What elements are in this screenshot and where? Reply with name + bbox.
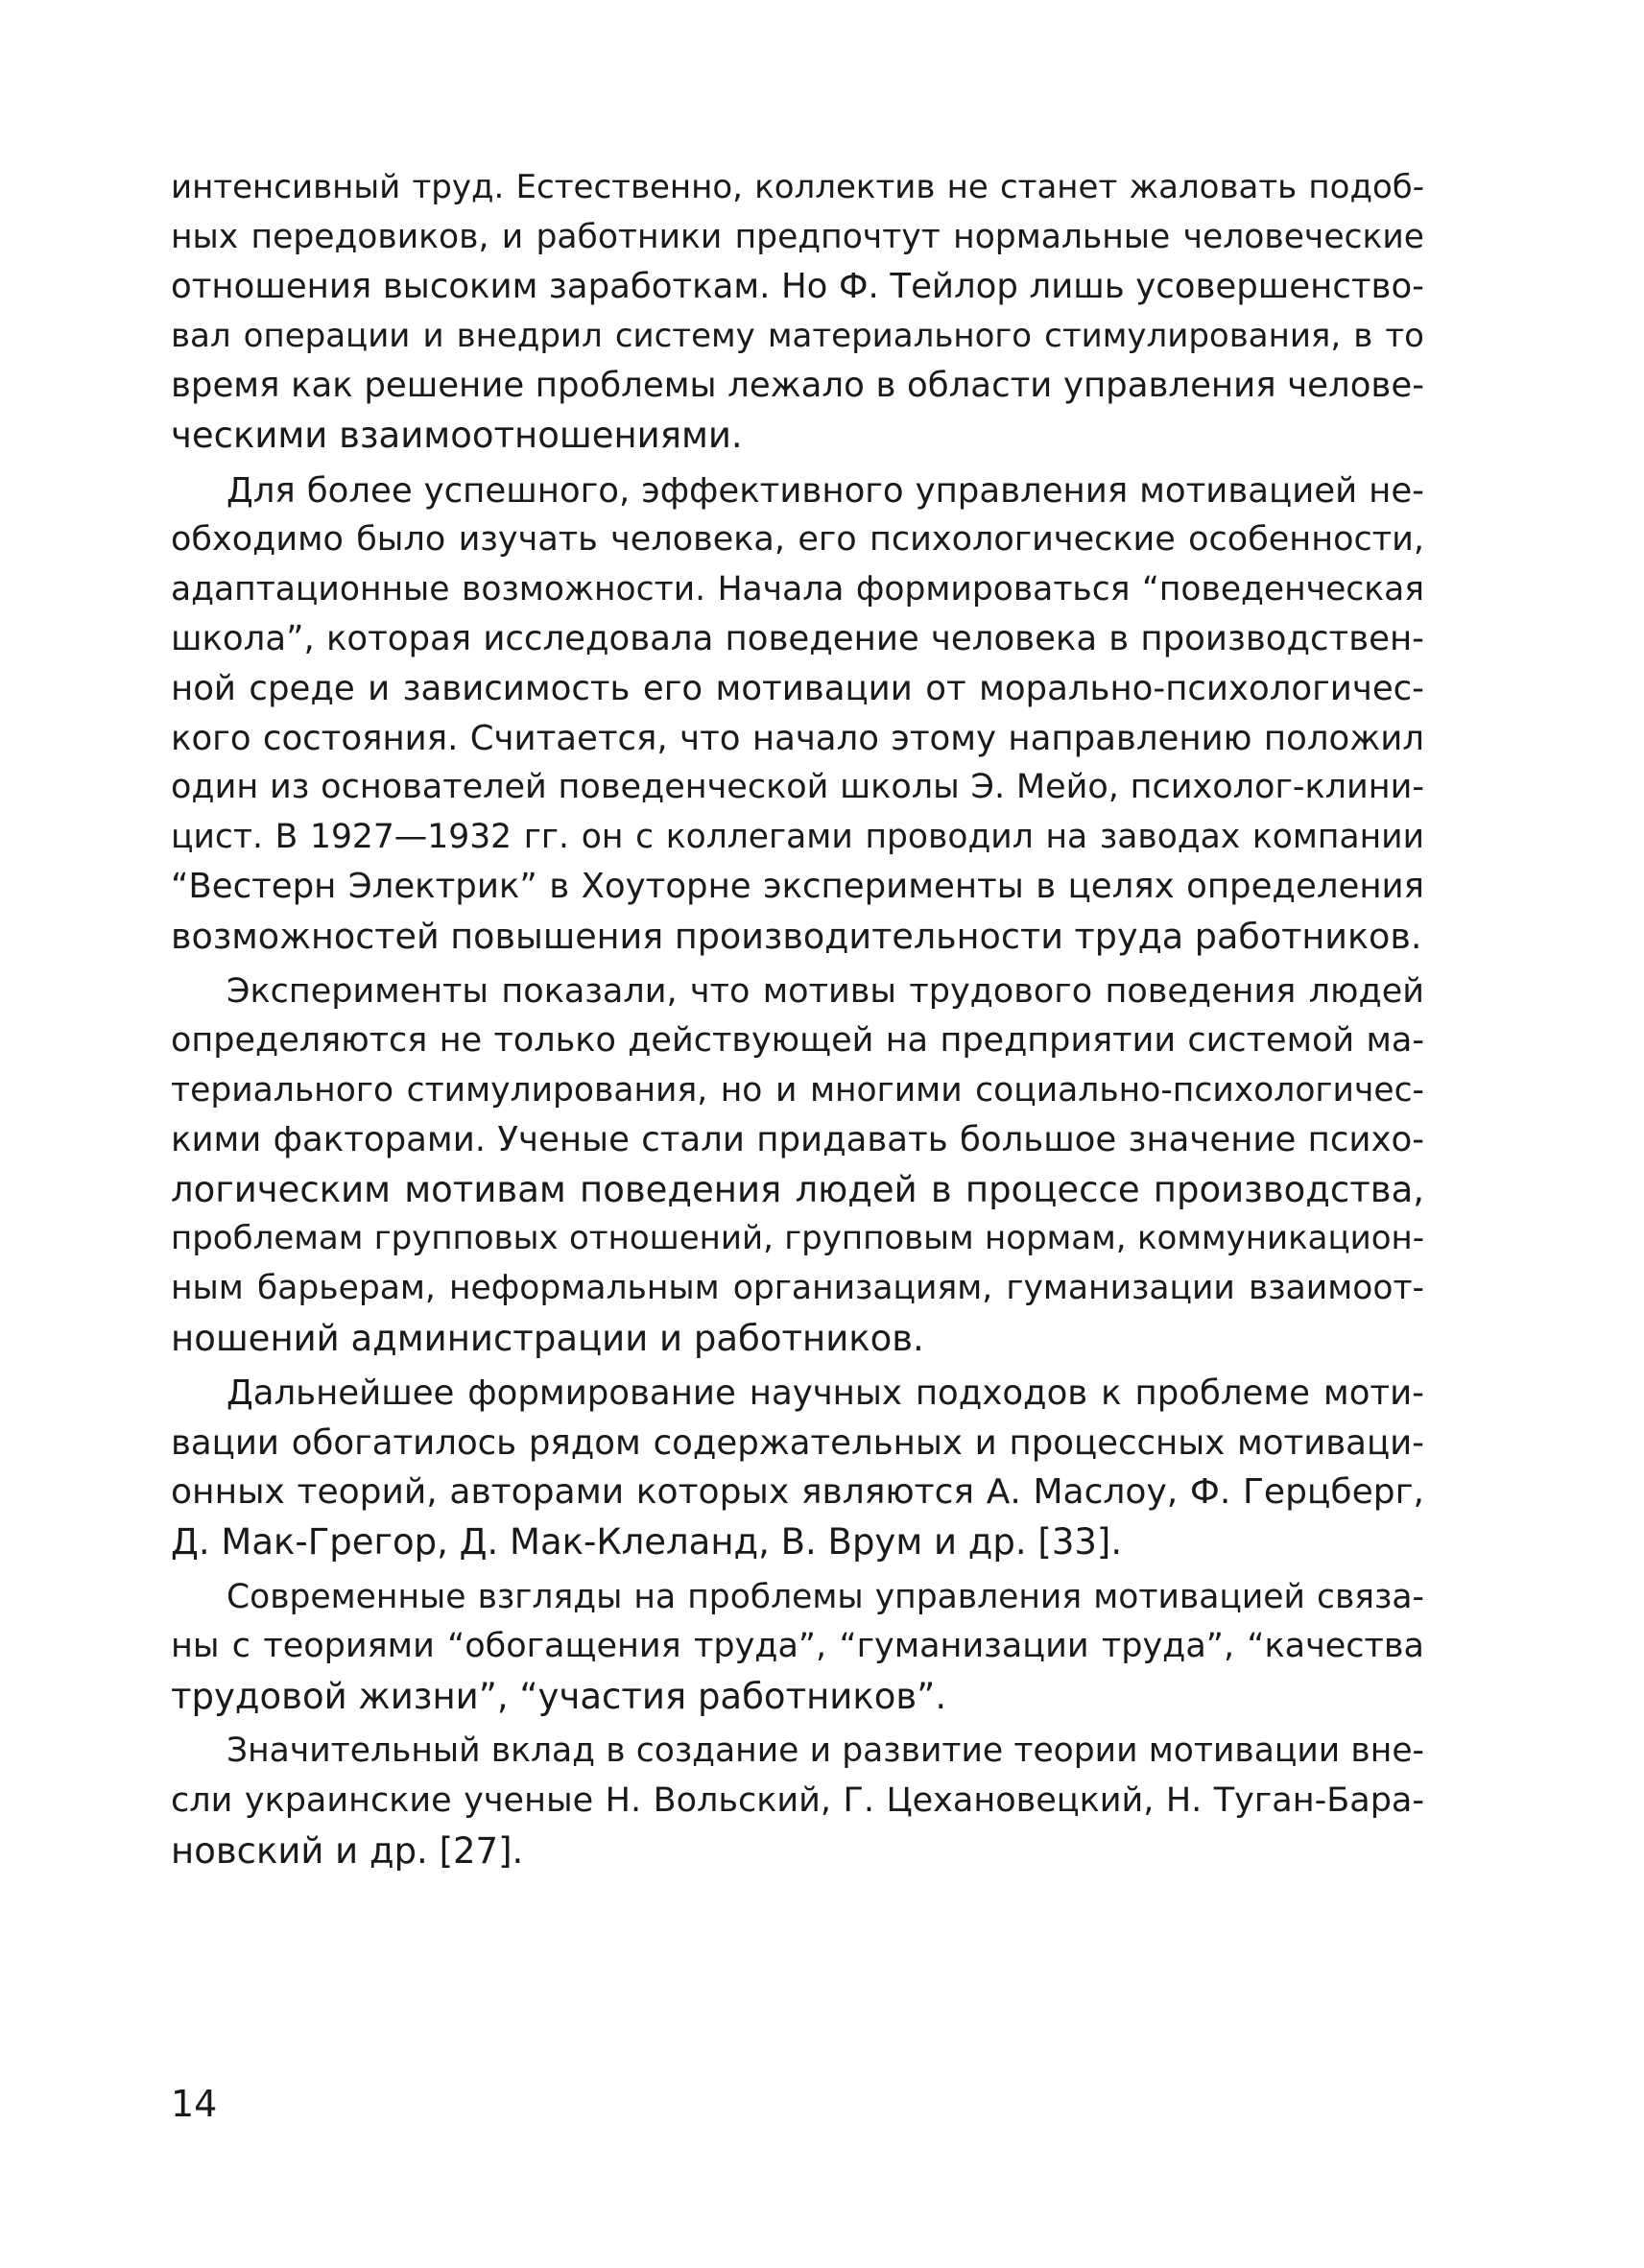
text-line: ны с теориями “обогащения труда”, “гуманизации труда”, “качества [171,1627,1424,1666]
text-line: обходимо было изучать человека, его психологические особенности, [171,520,1424,560]
text-line: териального стимулирования, но и многими социально-психологичес- [171,1070,1424,1110]
text-line: Эксперименты показали, что мотивы трудового поведения людей [226,971,1424,1011]
text-line: трудовой жизни”, “участия работников”. [171,1675,947,1717]
text-line: проблемам групповых отношений, групповым нормам, коммуникацион- [171,1219,1424,1258]
text-line: новский и др. [27]. [171,1829,524,1872]
text-line: логическим мотивам поведения людей в процессе производства, [171,1168,1424,1210]
text-line: отношения высоким заработкам. Но Ф. Тейлор лишь усовершенство- [171,267,1424,307]
text-line: онных теорий, авторами которых являются А. Маслоу, Ф. Герцберг, [171,1472,1424,1513]
text-line: ношений администрации и работников. [171,1317,924,1359]
text-line: вал операции и внедрил систему материального стимулирования, в то [171,316,1424,355]
text-line: вации обогатилось рядом содержательных и процессных мотиваци- [171,1422,1424,1463]
text-line: цист. В 1927—1932 гг. он с коллегами проводил на заводах компании [171,817,1424,856]
paragraph [171,1727,1424,1875]
text-line: Значительный вклад в создание и развитие теории мотивации вне- [226,1731,1424,1771]
text-line: Дальнейшее формирование научных подходов к проблеме моти- [226,1373,1424,1414]
paragraph [171,967,1424,1364]
paragraph [171,1573,1424,1722]
text-line: ным барьерам, неформальным организациям, гуманизации взаимоот- [171,1269,1424,1308]
text-line: время как решение проблемы лежало в области управления челове- [171,366,1424,406]
text-line: адаптационные возможности. Начала формироваться “поведенческая [171,569,1424,609]
paragraph [171,163,1424,461]
text-line: кими факторами. Ученые стали придавать большое значение психо- [171,1120,1424,1160]
text-line: Д. Мак-Грегор, Д. Мак-Клеланд, В. Врум и др. [33]. [171,1521,1123,1564]
text-body [171,163,1424,1881]
text-line: сли украинские ученые Н. Вольский, Г. Цехановецкий, Н. Туган-Бара- [171,1781,1424,1820]
text-line: ной среде и зависимость его мотивации от морально-психологичес- [171,668,1424,708]
text-line: один из основателей поведенческой школы Э. Мейо, психолог-клини- [171,768,1424,807]
text-line: интенсивный труд. Естественно, коллектив не станет жаловать подоб- [171,168,1424,206]
paragraph [171,1369,1424,1566]
text-line: возможностей повышения производительности труда работников. [171,915,1422,957]
text-line: ных передовиков, и работники предпочтут нормальные человеческие [171,217,1424,256]
text-line: “Вестерн Электрик” в Хоуторне эксперименты в целях определения [171,867,1424,907]
text-line: ческими взаимоотношениями. [171,414,743,456]
text-line: Для более успешного, эффективного управления мотивацией не- [226,470,1424,511]
text-line: Современные взгляды на проблемы управления мотивацией связа- [226,1577,1424,1616]
page-number: 14 [171,2083,218,2125]
text-line: кого состояния. Считается, что начало этому направлению положил [171,718,1424,758]
text-line: школа”, которая исследовала поведение человека в производствен- [171,619,1424,659]
text-line: определяются не только действующей на предприятии системой ма- [171,1021,1424,1061]
paragraph [171,466,1424,962]
